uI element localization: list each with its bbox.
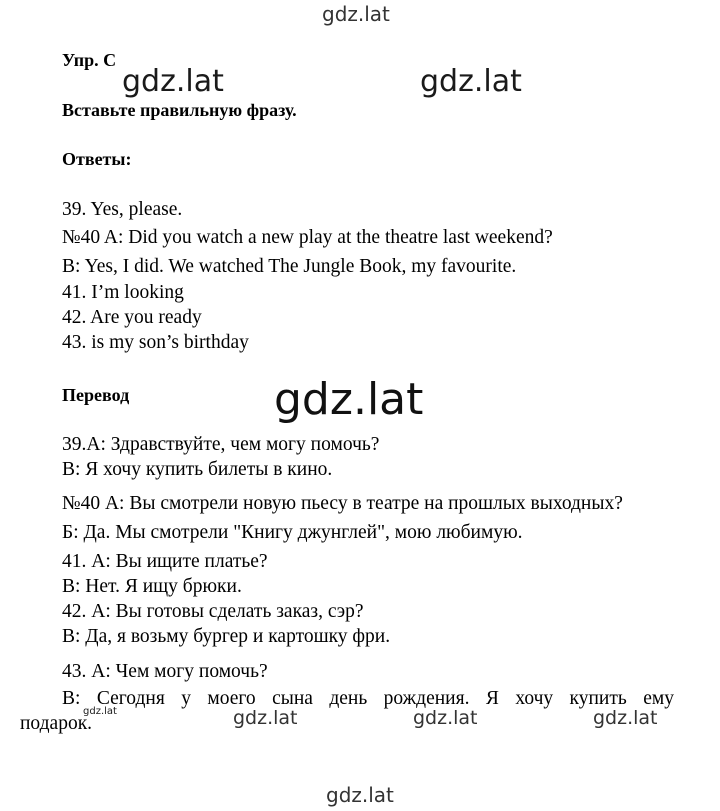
answer-line: 41. I’m looking xyxy=(62,282,184,303)
answer-line: 39. Yes, please. xyxy=(62,199,183,220)
translation-line: №40 А: Вы смотрели новую пьесу в театре на прошлых выходных? xyxy=(62,493,623,514)
answer-line: B: Yes, I did. We watched The Jungle Book, my favourite. xyxy=(62,256,517,277)
watermark-bottom-1: gdz.lat xyxy=(233,707,298,729)
exercise-instruction: Вставьте правильную фразу. xyxy=(62,100,297,120)
word: у xyxy=(181,688,191,709)
translation-continuation: подарок. xyxy=(20,713,93,734)
watermark-top: gdz.lat xyxy=(322,2,390,26)
word: рождения. xyxy=(383,688,470,709)
word: Сегодня xyxy=(96,688,165,709)
translation-line: В: Нет. Я ищу брюки. xyxy=(62,576,242,597)
translation-line: 39.A: Здравствуйте, чем могу помочь? xyxy=(62,434,380,455)
watermark-big-left: gdz.lat xyxy=(122,64,224,99)
watermark-bottom-3: gdz.lat xyxy=(593,707,658,729)
word: сына xyxy=(272,688,313,709)
word: ему xyxy=(643,688,674,709)
word: моего xyxy=(207,688,256,709)
watermark-big-right: gdz.lat xyxy=(420,64,522,99)
translation-line: 42. А: Вы готовы сделать заказ, сэр? xyxy=(62,601,364,622)
translation-heading: Перевод xyxy=(62,385,130,405)
word: В: xyxy=(62,688,81,709)
answers-heading: Ответы: xyxy=(62,149,132,169)
word: Я xyxy=(485,688,499,709)
watermark-bottom-2: gdz.lat xyxy=(413,707,478,729)
answer-line: 43. is my son’s birthday xyxy=(62,332,249,353)
word: хочу xyxy=(515,688,554,709)
translation-line: 41. А: Вы ищите платье? xyxy=(62,551,268,572)
word: купить xyxy=(569,688,627,709)
translation-justified-line xyxy=(62,688,674,710)
translation-line: Б: Да. Мы смотрели "Книгу джунглей", мою любимую. xyxy=(62,522,523,543)
word: день xyxy=(329,688,368,709)
translation-line: B: Я хочу купить билеты в кино. xyxy=(62,459,333,480)
exercise-title: Упр. С xyxy=(62,50,117,70)
answer-line: №40 A: Did you watch a new play at the theatre last weekend? xyxy=(62,227,553,248)
watermark-small-bottom-left: gdz.lat xyxy=(83,706,117,717)
translation-line: В: Да, я возьму бургер и картошку фри. xyxy=(62,626,391,647)
answer-line: 42. Are you ready xyxy=(62,307,202,328)
translation-line: 43. А: Чем могу помочь? xyxy=(62,661,268,682)
watermark-center: gdz.lat xyxy=(274,374,424,425)
watermark-bottom: gdz.lat xyxy=(326,783,394,807)
